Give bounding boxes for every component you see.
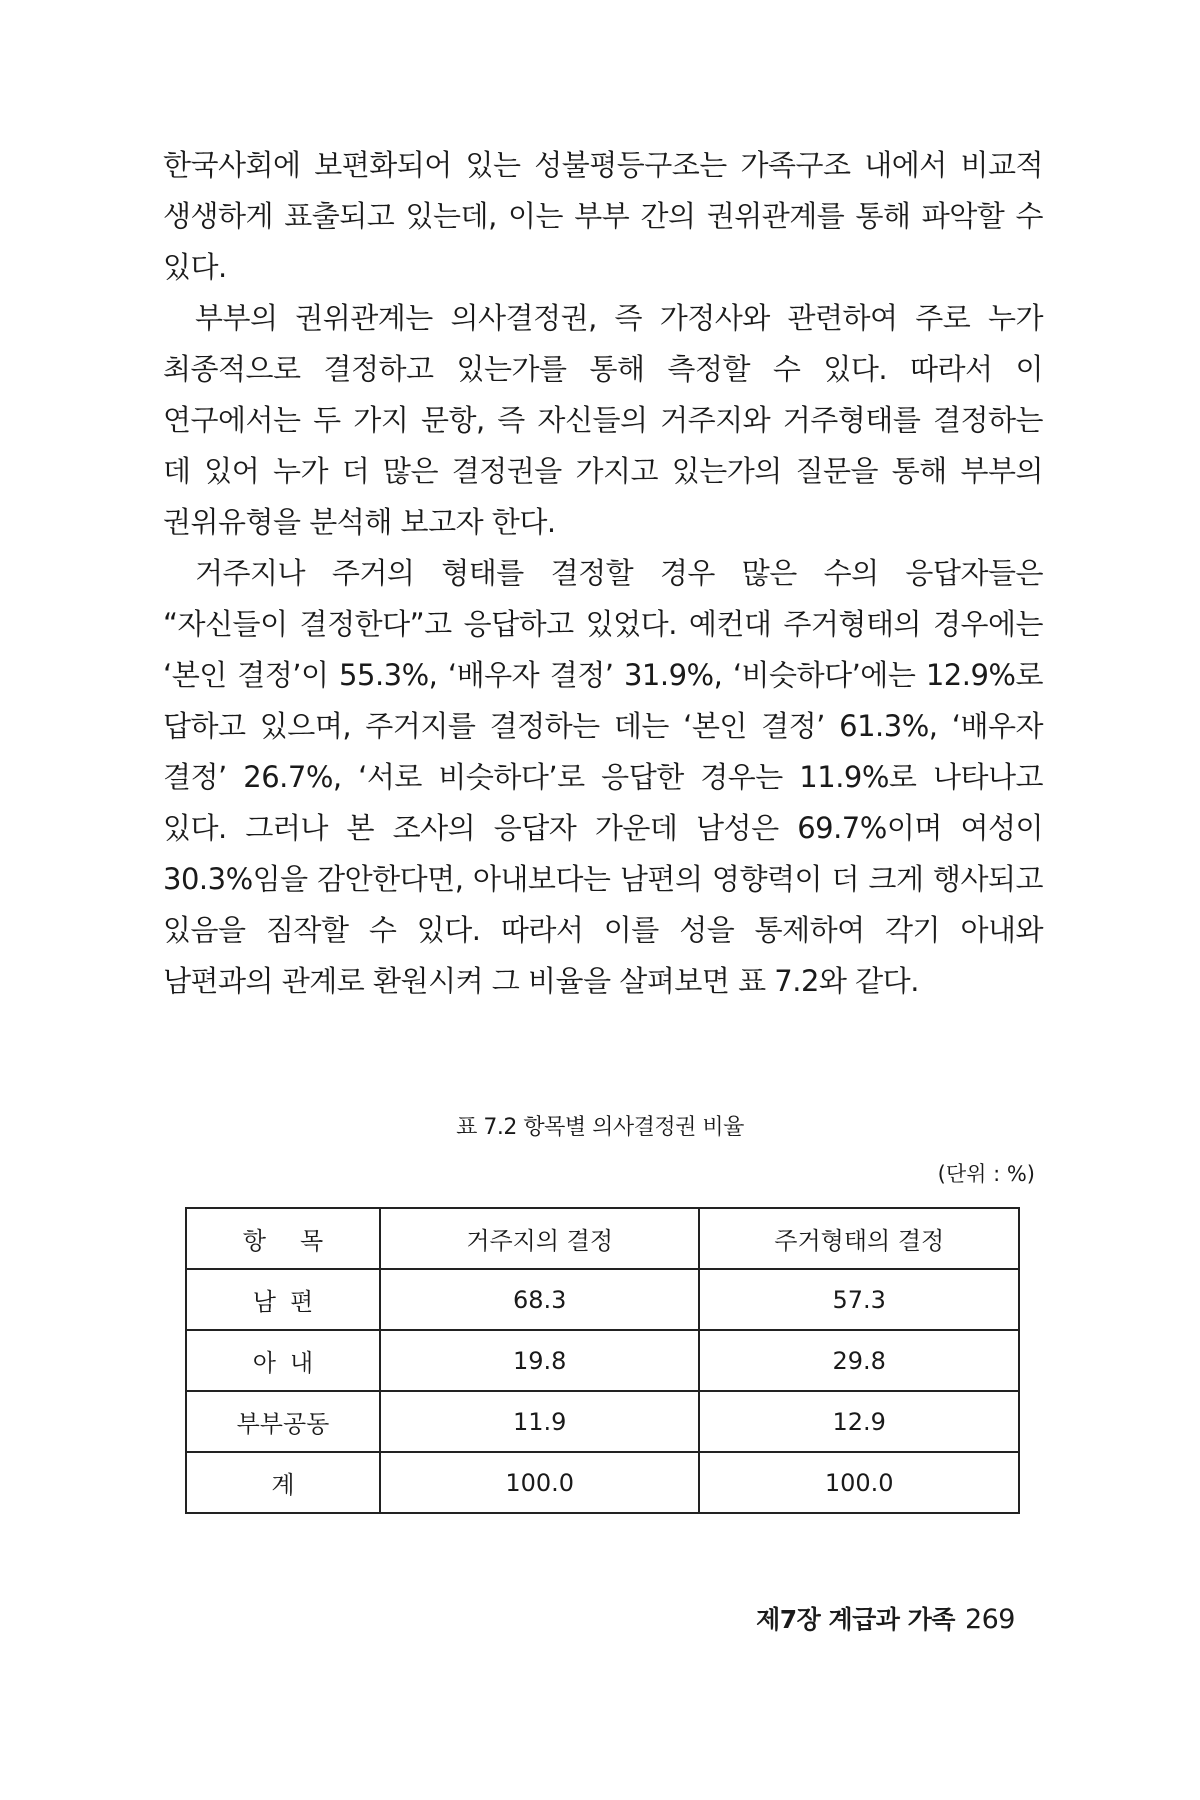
table-row bbox=[186, 1269, 1019, 1330]
header-housing-type: 주거형태의 결정 bbox=[699, 1208, 1019, 1269]
chapter-title: 제7장 계급과 가족 bbox=[756, 1605, 955, 1634]
table-unit-note: (단위 : %) bbox=[937, 1162, 1035, 1186]
body-text bbox=[163, 140, 1043, 1007]
cell-value: 68.3 bbox=[380, 1269, 700, 1330]
row-label-couple: 부부공동 bbox=[186, 1391, 380, 1452]
cell-value: 100.0 bbox=[699, 1452, 1019, 1513]
table-row bbox=[186, 1330, 1019, 1391]
header-residence: 거주지의 결정 bbox=[380, 1208, 700, 1269]
page-footer bbox=[756, 1600, 1015, 1636]
table-row bbox=[186, 1391, 1019, 1452]
header-item: 항목 bbox=[186, 1208, 380, 1269]
cell-value: 12.9 bbox=[699, 1391, 1019, 1452]
cell-value: 57.3 bbox=[699, 1269, 1019, 1330]
row-label-total: 계 bbox=[186, 1452, 380, 1513]
table-header-row bbox=[186, 1208, 1019, 1269]
cell-value: 19.8 bbox=[380, 1330, 700, 1391]
row-label-wife: 아내 bbox=[186, 1330, 380, 1391]
table-title: 표 7.2 항목별 의사결정권 비율 bbox=[456, 1115, 744, 1140]
cell-value: 29.8 bbox=[699, 1330, 1019, 1391]
cell-value: 100.0 bbox=[380, 1452, 700, 1513]
table-row bbox=[186, 1452, 1019, 1513]
cell-value: 11.9 bbox=[380, 1391, 700, 1452]
decision-ratio-table bbox=[185, 1207, 1020, 1514]
row-label-husband: 남편 bbox=[186, 1269, 380, 1330]
paragraph-1: 한국사회에 보편화되어 있는 성불평등구조는 가족구조 내에서 비교적 생생하게 표출되고 있는데, 이는 부부 간의 권위관계를 통해 파악할 수 있다. bbox=[163, 148, 1043, 284]
paragraph-2: 부부의 권위관계는 의사결정권, 즉 가정사와 관련하여 주로 누가 최종적으로 결정하고 있는가를 통해 측정할 수 있다. 따라서 이 연구에서는 두 가지 문항, 즉 자신들의 거주지와 거주형태를 결정하는 데 있어 누가 더 많은 결정권을 가지고 있는가의 질문을 통해 부부의 권위유형을 분석해 보고자 한다. bbox=[163, 301, 1043, 539]
page-number: 269 bbox=[964, 1604, 1015, 1635]
paragraph-3: 거주지나 주거의 형태를 결정할 경우 많은 수의 응답자들은 “자신들이 결정한다”고 응답하고 있었다. 예컨대 주거형태의 경우에는 ‘본인 결정’이 55.3%, ‘배우자 결정’ 31.9%, ‘비슷하다’에는 12.9%로 답하고 있으며, 주거지를 결정하는 데는 ‘본인 결정’ 61.3%, ‘배우자 결정’ 26.7%, ‘서로 비슷하다’로 응답한 경우는 11.9%로 나타나고 있다. 그러나 본 조사의 응답자 가운데 남성은 69.7%이며 여성이 30.3%임을 감안한다면, 아내보다는 남편의 영향력이 더 크게 행사되고 있음을 짐작할 수 있다. 따라서 이를 성을 통제하여 각기 아내와 남편과의 관계로 환원시켜 그 비율을 살펴보면 표 7.2와 같다. bbox=[163, 556, 1043, 998]
